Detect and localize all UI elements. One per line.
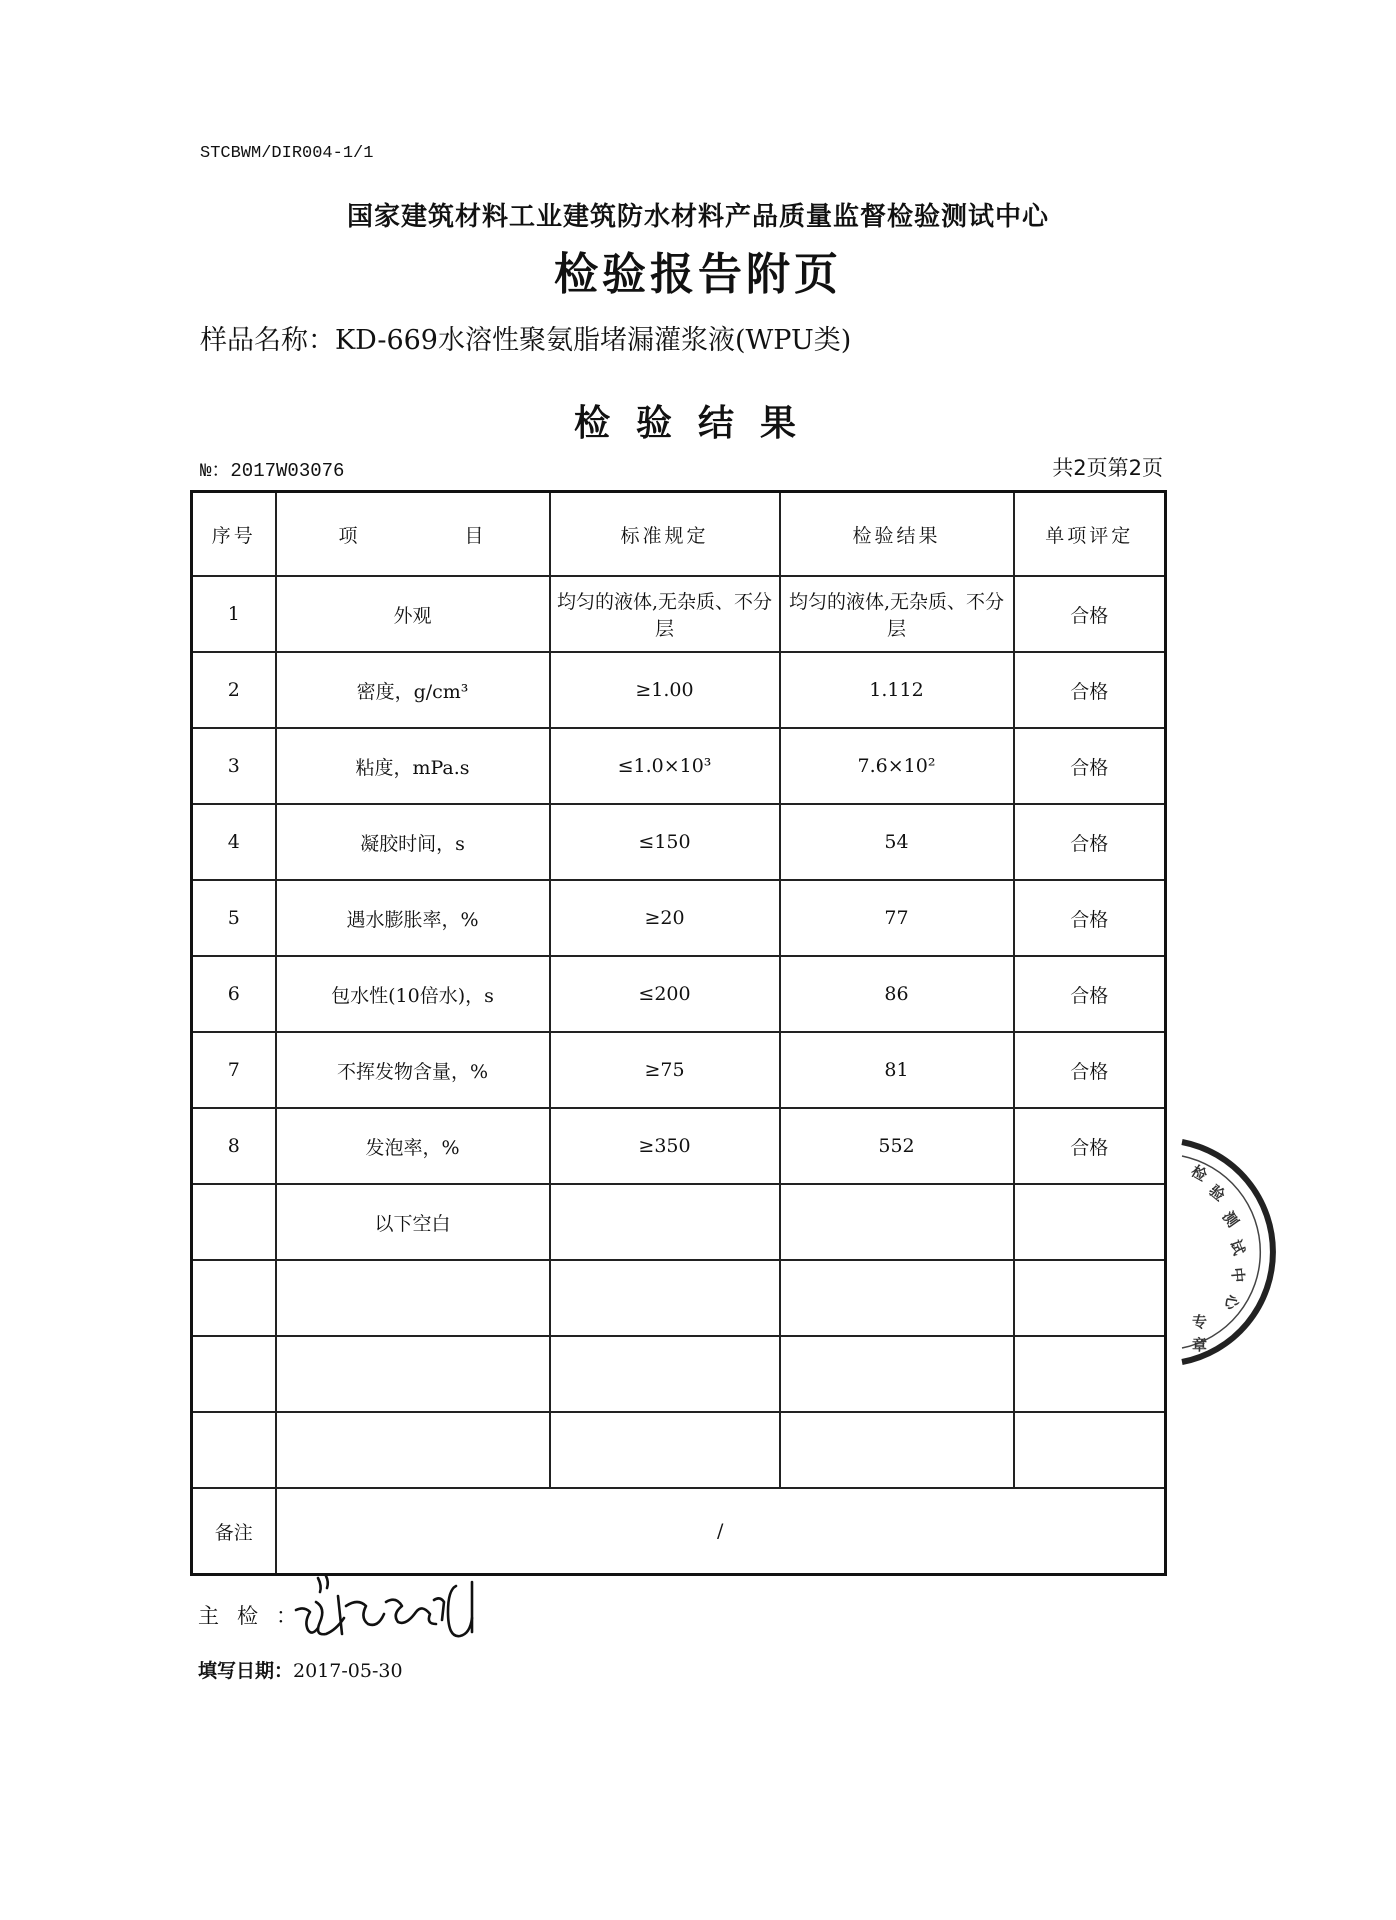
cell-result — [780, 1184, 1014, 1260]
results-heading: 检验结果 — [573, 403, 822, 444]
cell-judgement — [1014, 1412, 1166, 1488]
fill-date — [198, 1656, 403, 1683]
cell-judgement: 合格 — [1014, 1032, 1166, 1108]
cell-seq: 4 — [192, 804, 276, 880]
sample-label: 样品名称： — [200, 325, 335, 356]
cell-result: 81 — [780, 1032, 1014, 1108]
cell-seq: 3 — [192, 728, 276, 804]
cell-item: 包水性(10倍水)，s — [276, 956, 550, 1032]
cell-item — [276, 1336, 550, 1412]
cell-standard: ≥350 — [550, 1108, 780, 1184]
cell-item: 密度，g/cm³ — [276, 652, 550, 728]
table-row — [192, 576, 1166, 652]
table-row — [192, 804, 1166, 880]
cell-result — [780, 1412, 1014, 1488]
cell-result: 7.6×10² — [780, 728, 1014, 804]
cell-seq: 1 — [192, 576, 276, 652]
cell-standard: ≤1.0×10³ — [550, 728, 780, 804]
table-row — [192, 880, 1166, 956]
cell-result: 86 — [780, 956, 1014, 1032]
cell-standard: ≤150 — [550, 804, 780, 880]
document-code: STCBWM/DIR004-1/1 — [200, 144, 374, 163]
remark-label: 备注 — [192, 1488, 276, 1575]
cell-judgement: 合格 — [1014, 728, 1166, 804]
inspector-label: 主检： — [198, 1604, 315, 1628]
cell-seq: 8 — [192, 1108, 276, 1184]
cell-standard: ≤200 — [550, 956, 780, 1032]
cell-standard: ≥75 — [550, 1032, 780, 1108]
cell-judgement — [1014, 1184, 1166, 1260]
svg-text:心: 心 — [1221, 1293, 1242, 1312]
cell-seq: 6 — [192, 956, 276, 1032]
cell-item — [276, 1260, 550, 1336]
cell-standard: 均匀的液体,无杂质、不分层 — [550, 576, 780, 652]
cell-standard — [550, 1412, 780, 1488]
cell-result: 均匀的液体,无杂质、不分层 — [780, 576, 1014, 652]
sample-value: KD-669水溶性聚氨脂堵漏灌浆液(WPU类) — [335, 325, 852, 356]
table-row — [192, 1108, 1166, 1184]
cell-judgement — [1014, 1260, 1166, 1336]
svg-text:测: 测 — [1218, 1207, 1243, 1231]
cell-seq: 5 — [192, 880, 276, 956]
cell-result: 54 — [780, 804, 1014, 880]
cell-judgement — [1014, 1336, 1166, 1412]
cell-seq: 2 — [192, 652, 276, 728]
cell-item: 发泡率，% — [276, 1108, 550, 1184]
cell-seq: 7 — [192, 1032, 276, 1108]
table-row — [192, 1260, 1166, 1336]
cell-item: 粘度，mPa.s — [276, 728, 550, 804]
cell-judgement: 合格 — [1014, 804, 1166, 880]
svg-text:检: 检 — [1188, 1161, 1211, 1185]
header-item — [276, 492, 550, 577]
cell-result: 77 — [780, 880, 1014, 956]
cell-result: 1.112 — [780, 652, 1014, 728]
svg-text:章: 章 — [1192, 1336, 1208, 1354]
svg-text:中: 中 — [1228, 1266, 1248, 1284]
table-row — [192, 1412, 1166, 1488]
header-item-right: 目 — [464, 524, 487, 547]
svg-text:验: 验 — [1205, 1181, 1229, 1205]
svg-text:专: 专 — [1192, 1313, 1208, 1331]
cell-result — [780, 1336, 1014, 1412]
remark-row — [192, 1488, 1166, 1575]
cell-item: 外观 — [276, 576, 550, 652]
organization-name: 国家建筑材料工业建筑防水材料产品质量监督检验测试中心 — [346, 202, 1049, 232]
table-row — [192, 956, 1166, 1032]
cell-seq — [192, 1336, 276, 1412]
table-row — [192, 652, 1166, 728]
table-row — [192, 728, 1166, 804]
cell-item: 凝胶时间，s — [276, 804, 550, 880]
cell-judgement: 合格 — [1014, 652, 1166, 728]
results-table — [190, 490, 1167, 1576]
cell-seq — [192, 1184, 276, 1260]
official-seal — [1180, 1122, 1280, 1386]
cell-standard: ≥20 — [550, 880, 780, 956]
cell-item: 以下空白 — [276, 1184, 550, 1260]
svg-text:试: 试 — [1226, 1237, 1249, 1258]
header-standard: 标准规定 — [550, 492, 780, 577]
report-title: 检验报告附页 — [554, 249, 842, 300]
cell-item — [276, 1412, 550, 1488]
header-result: 检验结果 — [780, 492, 1014, 577]
table-row — [192, 1184, 1166, 1260]
cell-judgement: 合格 — [1014, 956, 1166, 1032]
cell-item: 不挥发物含量，% — [276, 1032, 550, 1108]
cell-judgement: 合格 — [1014, 576, 1166, 652]
fill-date-value: 2017-05-30 — [293, 1660, 403, 1682]
table-row — [192, 1336, 1166, 1412]
cell-standard — [550, 1336, 780, 1412]
sample-name — [200, 318, 851, 357]
remark-value: / — [276, 1488, 1166, 1575]
cell-standard: ≥1.00 — [550, 652, 780, 728]
cell-seq — [192, 1260, 276, 1336]
cell-result: 552 — [780, 1108, 1014, 1184]
cell-result — [780, 1260, 1014, 1336]
fill-date-label: 填写日期： — [198, 1660, 294, 1682]
cell-standard — [550, 1184, 780, 1260]
cell-item: 遇水膨胀率，% — [276, 880, 550, 956]
table-row — [192, 1032, 1166, 1108]
cell-judgement: 合格 — [1014, 880, 1166, 956]
header-seq: 序号 — [192, 492, 276, 577]
header-judgement: 单项评定 — [1014, 492, 1166, 577]
inspector-signature — [286, 1572, 516, 1656]
page-count: 共2页第2页 — [1052, 456, 1163, 480]
cell-seq — [192, 1412, 276, 1488]
report-number: №：2017W03076 — [200, 460, 345, 482]
cell-judgement: 合格 — [1014, 1108, 1166, 1184]
table-header-row — [192, 492, 1166, 577]
cell-standard — [550, 1260, 780, 1336]
header-item-left: 项 — [338, 524, 361, 547]
